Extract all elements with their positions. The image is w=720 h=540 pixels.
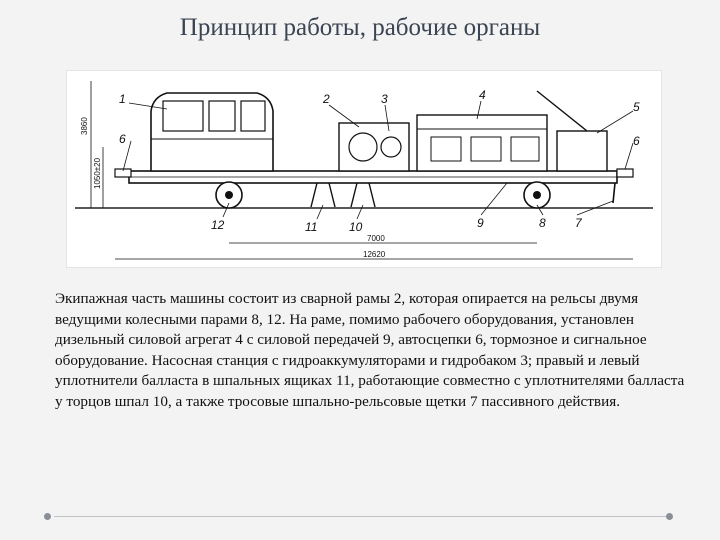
diesel-unit bbox=[417, 115, 547, 171]
callout-6-front: 6 bbox=[119, 132, 126, 146]
callout-7: 7 bbox=[575, 216, 582, 230]
callout-6-rear: 6 bbox=[633, 134, 640, 148]
dim-height-total: 3860 bbox=[80, 117, 89, 135]
callout-1: 1 bbox=[119, 92, 126, 106]
callout-11: 11 bbox=[305, 220, 318, 234]
callout-9: 9 bbox=[477, 216, 484, 230]
callout-2: 2 bbox=[323, 92, 330, 106]
dim-wheelbase: 7000 bbox=[367, 234, 385, 243]
decor-line bbox=[54, 516, 666, 517]
callout-12: 12 bbox=[211, 218, 225, 232]
dim-height-coupler: 1050±20 bbox=[93, 157, 102, 189]
coupler-rear bbox=[617, 169, 633, 177]
callout-4: 4 bbox=[479, 88, 486, 102]
machine-diagram bbox=[66, 70, 662, 268]
callout-8: 8 bbox=[539, 216, 546, 230]
dim-length: 12620 bbox=[363, 250, 386, 259]
callout-10: 10 bbox=[349, 220, 363, 234]
decor-dot-left bbox=[44, 513, 51, 520]
body-text: Экипажная часть машины состоит из сварной рамы 2, которая опирается на рельсы двумя ведущими колесными парами 8, 12. На раме, помимо рабочего оборудования, установлен дизельный силовой агрегат 4 с силовой передачей 9, автосцепки 6, тормозное и сигнальное оборудование. Насосная станция с гидроаккумуляторами и гидробаком 3; правый и левый уплотнители балласта в шпальных ящиках 11, работающие совместно с уплотнителями балласта у торцов шпал 10, а также тросовые шпально-рельсовые щетки 7 пассивного действия. bbox=[55, 290, 685, 410]
decor-dot-right bbox=[666, 513, 673, 520]
slide-title: Принцип работы, рабочие органы bbox=[179, 14, 541, 41]
callout-5: 5 bbox=[633, 100, 640, 114]
callout-3: 3 bbox=[381, 92, 388, 106]
